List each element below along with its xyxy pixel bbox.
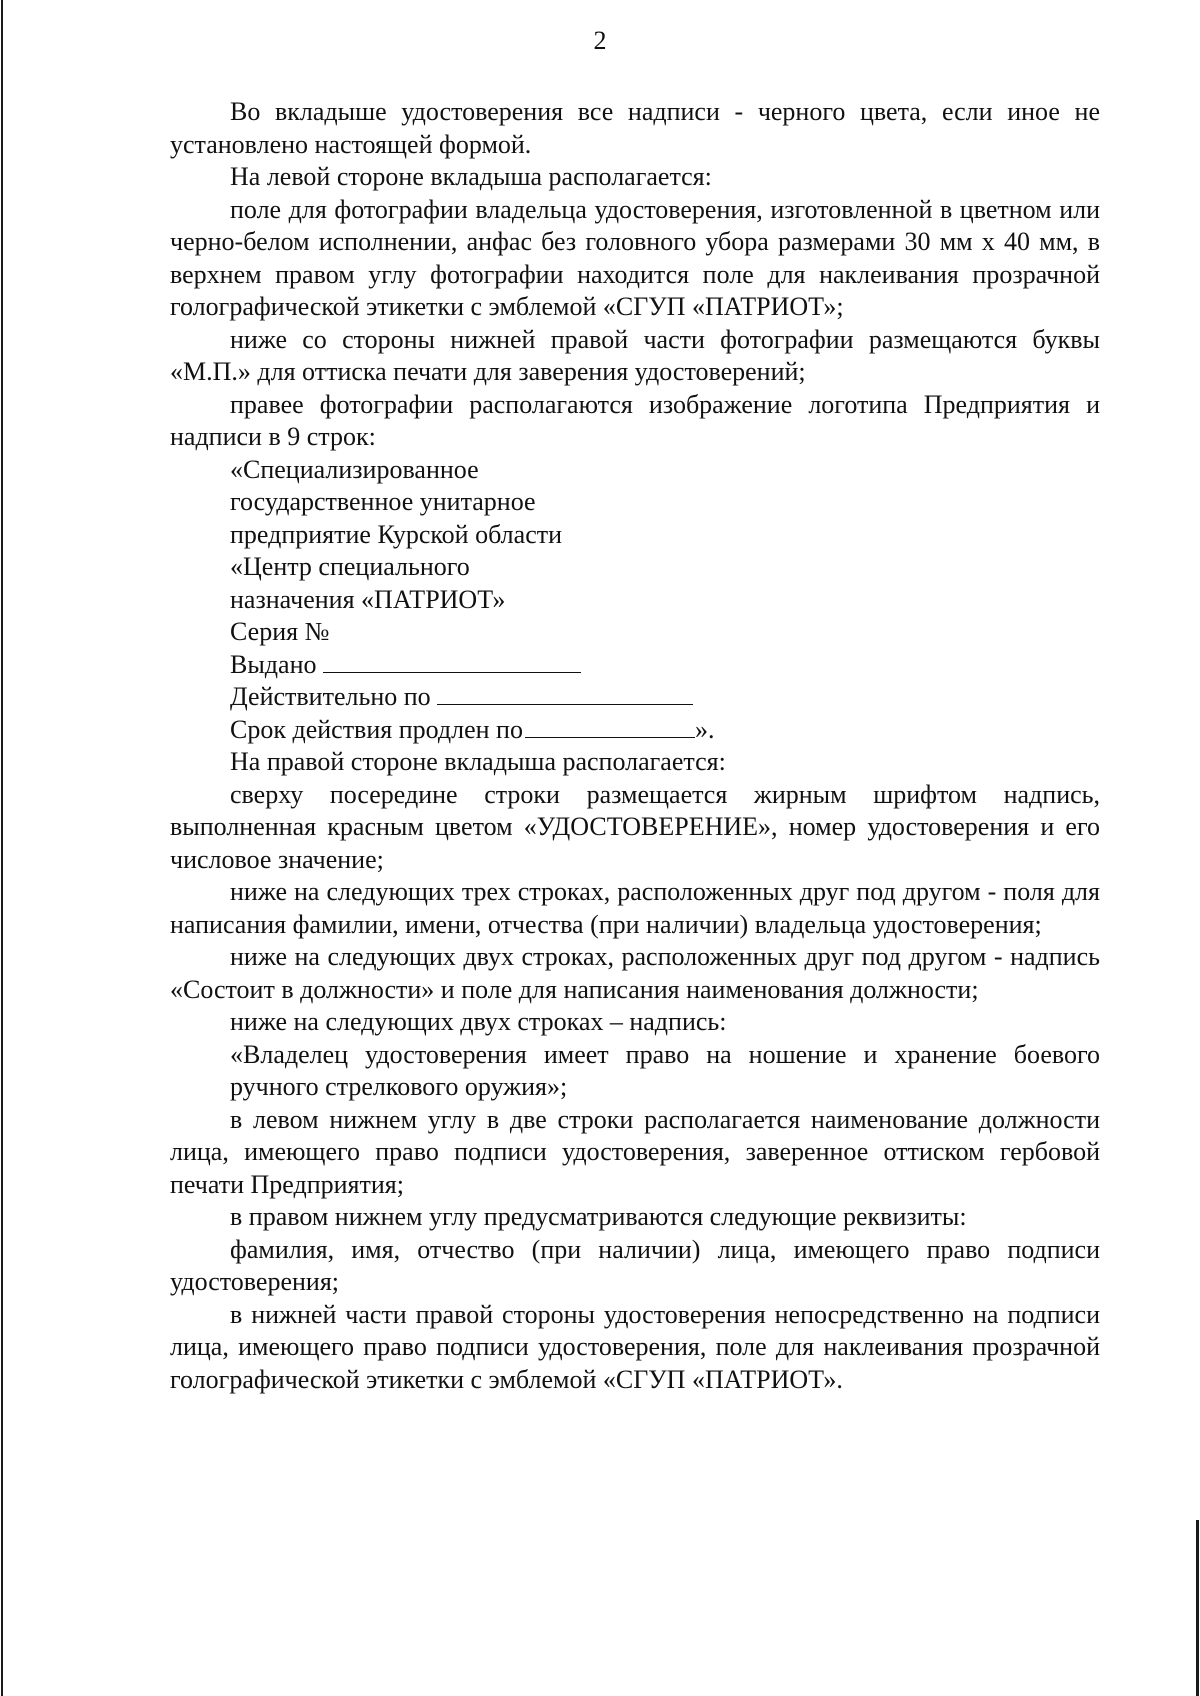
extended-field-row bbox=[170, 714, 1100, 747]
paragraph-left-side-heading: На левой стороне вкладыша располагается: bbox=[230, 162, 712, 191]
extended-blank-line bbox=[525, 715, 695, 738]
issued-label: Выдано bbox=[230, 649, 317, 679]
paragraph-mp-letters: ниже со стороны нижней правой части фотографии размещаются буквы «М.П.» для оттиска печати для заверения удостоверений; bbox=[170, 324, 1100, 386]
issued-field-row bbox=[170, 649, 1100, 682]
inscription-line-series: Серия № bbox=[230, 617, 330, 646]
paragraph-name-fields: ниже на следующих трех строках, расположенных друг под другом - поля для написания фамилии, имени, отчества (при наличии) владельца удостоверения; bbox=[170, 877, 1100, 939]
scan-edge-right bbox=[1196, 1520, 1199, 1696]
paragraph-position-field: ниже на следующих двух строках, расположенных друг под другом - надпись «Состоит в должности» и поле для написания наименования должности; bbox=[170, 942, 1100, 1004]
paragraph-lower-right-corner: в правом нижнем углу предусматриваются следующие реквизиты: bbox=[230, 1202, 967, 1231]
paragraph-logo-and-lines: правее фотографии располагаются изображение логотипа Предприятия и надписи в 9 строк: bbox=[170, 389, 1100, 451]
paragraph-two-lines-inscription: ниже на следующих двух строках – надпись: bbox=[230, 1007, 727, 1036]
issued-blank-line bbox=[323, 650, 581, 673]
page-number: 2 bbox=[593, 26, 607, 55]
quote-weapon-rights: «Владелец удостоверения имеет право на ношение и хранение боевого ручного стрелкового оружия»; bbox=[230, 1039, 1100, 1101]
valid-until-blank-line bbox=[437, 682, 693, 705]
extended-label: Срок действия продлен по bbox=[230, 714, 523, 744]
inscription-line-2: государственное унитарное bbox=[230, 487, 536, 516]
inscription-line-3: предприятие Курской области bbox=[230, 519, 563, 549]
paragraph-lower-left-corner: в левом нижнем углу в две строки располагается наименование должности лица, имеющего право подписи удостоверения, заверенное оттиском гербовой печати Предприятия; bbox=[170, 1104, 1100, 1199]
paragraph-certificate-title: сверху посередине строки размещается жирным шрифтом надпись, выполненная красным цветом «УДОСТОВЕРЕНИЕ», номер удостоверения и его числовое значение; bbox=[170, 779, 1100, 874]
inscription-line-4: «Центр специального bbox=[230, 552, 470, 581]
extended-suffix: ». bbox=[694, 714, 715, 744]
paragraph-signatory-name: фамилия, имя, отчество (при наличии) лица, имеющего право подписи удостоверения; bbox=[170, 1234, 1100, 1296]
valid-until-field-row bbox=[170, 681, 1100, 714]
paragraph-hologram-field: в нижней части правой стороны удостоверения непосредственно на подписи лица, имеющего право подписи удостоверения, поле для наклеивания прозрачной голографической этикетки с эмблемой «СГУП «ПАТРИОТ». bbox=[170, 1299, 1100, 1394]
paragraph-inscriptions-color: Во вкладыше удостоверения все надписи - черного цвета, если иное не установлено настоящей формой. bbox=[170, 97, 1100, 159]
scan-edge-left bbox=[1, 0, 3, 1696]
inscription-line-5: назначения «ПАТРИОТ» bbox=[230, 584, 506, 614]
paragraph-right-side-heading: На правой стороне вкладыша располагается: bbox=[230, 747, 726, 776]
inscription-line-1: «Специализированное bbox=[230, 454, 479, 484]
document-body bbox=[170, 96, 1100, 1396]
paragraph-photo-field: поле для фотографии владельца удостоверения, изготовленной в цветном или черно-белом исполнении, анфас без головного убора размерами 30 мм х 40 мм, в верхнем правом углу фотографии находится поле для наклеивания прозрачной голографической этикетки с эмблемой «СГУП «ПАТРИОТ»; bbox=[170, 194, 1100, 321]
valid-until-label: Действительно по bbox=[230, 682, 431, 711]
